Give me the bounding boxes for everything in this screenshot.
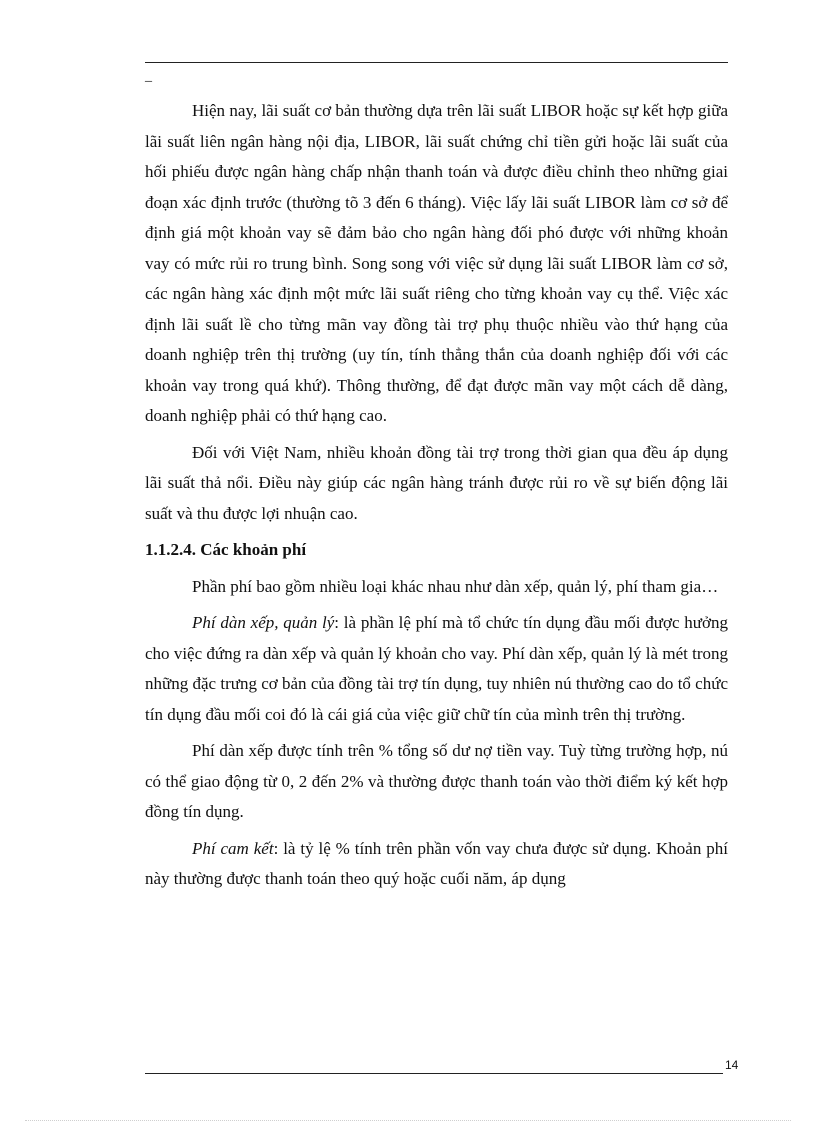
section-heading: 1.1.2.4. Các khoản phí [145, 540, 307, 559]
header-rule [145, 62, 728, 63]
paragraph-commitment-fee [145, 834, 728, 895]
document-body [145, 96, 728, 901]
paragraph-fees-intro: Phần phí bao gồm nhiều loại khác nhau như dàn xếp, quản lý, phí tham gia… [192, 576, 719, 596]
term-arrangement-fee: Phí dàn xếp, quản lý [192, 613, 335, 632]
header-mark: _ [145, 69, 152, 84]
page-edge-dots [25, 1120, 791, 1121]
commitment-fee-text: : là tỷ lệ % tính trên phần vốn vay chưa được sử dụng. Khoản phí này thường được thanh toán theo quý hoặc cuối năm, áp dụng [145, 838, 728, 888]
arrangement-fee-text: : là phần lệ phí mà tổ chức tín dụng đầu mối được hưởng cho việc đứng ra dàn xếp và quản lý khoản cho vay. Phí dàn xếp, quản lý là mét trong những đặc trưng cơ bản của đồng tài trợ tín dụng, tuy nhiên nú thường cao do tổ chức tín dụng đầu mối coi đó là cái giá của việc giữ chữ tín của mình trên thị trường. [145, 613, 729, 724]
paragraph-interest-rate: Hiện nay, lãi suất cơ bản thường dựa trên lãi suất LIBOR hoặc sự kết hợp giữa lãi suất liên ngân hàng nội địa, LIBOR, lãi suất chứng chỉ tiền gửi hoặc lãi suất của hối phiếu được ngân hàng chấp nhận thanh toán và được điều chỉnh theo những giai đoạn xác định trước (thường tõ 3 đến 6 tháng). Việc lấy lãi suất LIBOR làm cơ sở để định giá một khoản vay sẽ đảm bảo cho ngân hàng đối phó được với những khoản vay có mức rủi ro trung bình. Song song với việc sử dụng lãi suất LIBOR làm cơ sở, các ngân hàng xác định một mức lãi suất riêng cho từng khoản vay cụ thể. Việc xác định lãi suất lề cho từng mãn vay đồng tài trợ phụ thuộc nhiều vào thứ hạng của doanh nghiệp trên thị trường (uy tín, tính thẳng thắn của doanh nghiệp đối với các khoản vay trong quá khứ). Thông thường, để đạt được mãn vay một cách dễ dàng, doanh nghiệp phải có thứ hạng cao. [145, 101, 728, 425]
paragraph-fee-calculation: Phí dàn xếp được tính trên % tổng số dư nợ tiền vay. Tuỳ từng trường hợp, nú có thể giao động từ 0, 2 đến 2% và thường được thanh toán vào thời điểm ký kết hợp đồng tín dụng. [145, 741, 728, 821]
page-number: 14 [725, 1058, 739, 1072]
paragraph-vietnam: Đối với Việt Nam, nhiều khoản đồng tài trợ trong thời gian qua đều áp dụng lãi suất thả nổi. Điều này giúp các ngân hàng tránh được rủi ro về sự biến động lãi suất và thu được lợi nhuận cao. [145, 442, 728, 523]
term-commitment-fee: Phí cam kết [192, 838, 274, 858]
paragraph-arrangement-fee [145, 608, 728, 730]
footer-rule [145, 1073, 723, 1074]
